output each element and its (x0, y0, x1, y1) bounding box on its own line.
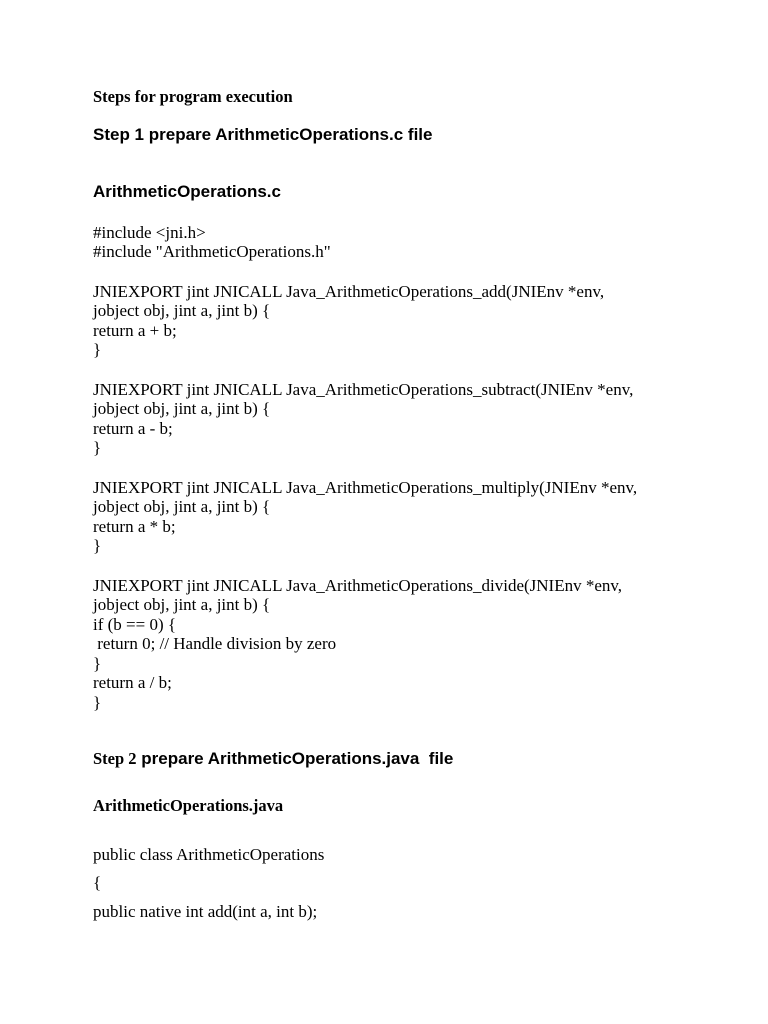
code-line: jobject obj, jint a, jint b) { (93, 399, 271, 418)
code-line: JNIEXPORT jint JNICALL Java_ArithmeticOperations_subtract(JNIEnv *env, (93, 380, 634, 399)
step2-rest: prepare ArithmeticOperations.java file (136, 749, 454, 768)
step2-heading (93, 750, 453, 768)
code-line: } (93, 340, 102, 359)
code-line: return 0; // Handle division by zero (93, 634, 337, 653)
code-line: jobject obj, jint a, jint b) { (93, 595, 271, 614)
c-file-heading: ArithmeticOperations.c (93, 182, 281, 201)
code-line: return a / b; (93, 673, 172, 692)
code-line: public native int add(int a, int b); (93, 902, 318, 921)
code-line: JNIEXPORT jint JNICALL Java_ArithmeticOperations_add(JNIEnv *env, (93, 282, 605, 301)
step2-prefix: Step 2 (93, 749, 137, 768)
code-line: #include <jni.h> (93, 223, 206, 242)
code-line: JNIEXPORT jint JNICALL Java_ArithmeticOperations_multiply(JNIEnv *env, (93, 478, 638, 497)
code-line: } (93, 536, 102, 555)
code-line: jobject obj, jint a, jint b) { (93, 497, 271, 516)
code-line: jobject obj, jint a, jint b) { (93, 301, 271, 320)
code-line: } (93, 654, 102, 673)
code-line: public class ArithmeticOperations (93, 845, 325, 864)
code-line: #include "ArithmeticOperations.h" (93, 242, 331, 261)
step1-heading: Step 1 prepare ArithmeticOperations.c file (93, 125, 433, 144)
doc-title: Steps for program execution (93, 87, 293, 106)
code-line: } (93, 438, 102, 457)
code-line: { (93, 873, 102, 892)
code-line: if (b == 0) { (93, 615, 177, 634)
code-line: } (93, 693, 102, 712)
code-line: return a * b; (93, 517, 176, 536)
java-file-heading: ArithmeticOperations.java (93, 796, 284, 815)
code-line: return a + b; (93, 321, 177, 340)
code-line: return a - b; (93, 419, 173, 438)
code-line: JNIEXPORT jint JNICALL Java_ArithmeticOperations_divide(JNIEnv *env, (93, 576, 623, 595)
